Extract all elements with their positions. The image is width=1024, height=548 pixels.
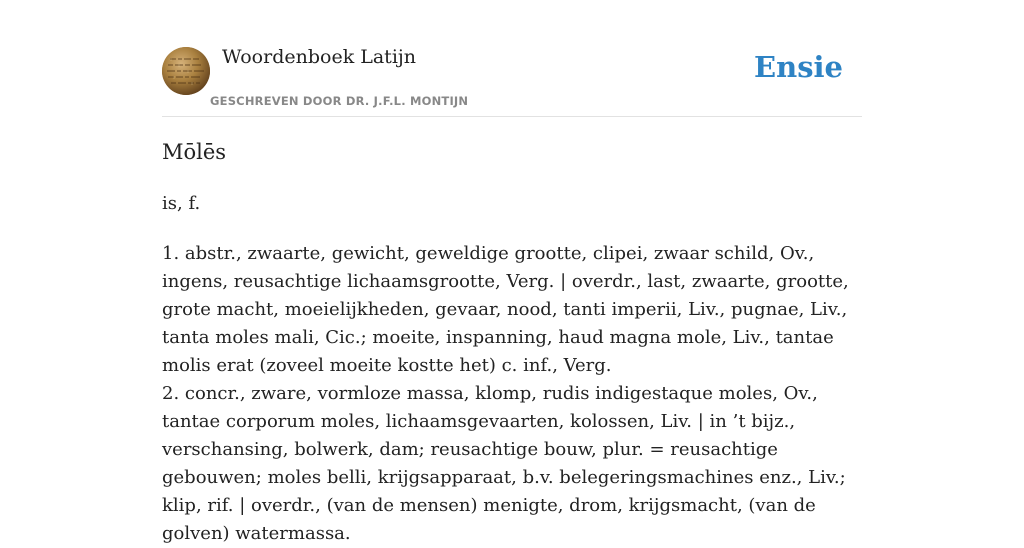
grammar-info: is, f. [162,193,201,214]
author-byline: GESCHREVEN DOOR DR. J.F.L. MONTIJN [210,94,469,108]
entry-definition [162,240,862,548]
entry-headword: Mōlēs [162,140,227,164]
dictionary-title[interactable]: Woordenboek Latijn [222,46,417,68]
dictionary-avatar[interactable] [162,47,210,95]
definition-sense-2: 2. concr., zware, vormloze massa, klomp, rudis indigestaque moles, Ov., tantae corporum moles, lichaamsgevaarten, kolossen, Liv. | in ’t bijz., verschansing, bolwerk, dam; reusachtige bouw, plur. = reusachtige gebouwen; moles belli, krijgsapparaat, b.v. belegeringsmachines enz., Liv.; klip, rif. | overdr., (van de mensen) menigte, drom, krijgsmacht, (van de golven) watermassa. [162,383,846,544]
latin-inscription-coin-icon [162,47,210,95]
dictionary-header [162,46,862,117]
definition-sense-1: 1. abstr., zwaarte, gewicht, geweldige grootte, clipei, zwaar schild, Ov., ingens, reusachtige lichaamsgrootte, Verg. | overdr., last, zwaarte, grootte, grote macht, moeielijkheden, gevaar, nood, tanti imperii, Liv., pugnae, Liv., tanta moles mali, Cic.; moeite, inspanning, haud magna mole, Liv., tantae molis erat (zoveel moeite kostte het) c. inf., Verg. [162,243,849,376]
ensie-logo[interactable]: Ensie [754,50,843,84]
